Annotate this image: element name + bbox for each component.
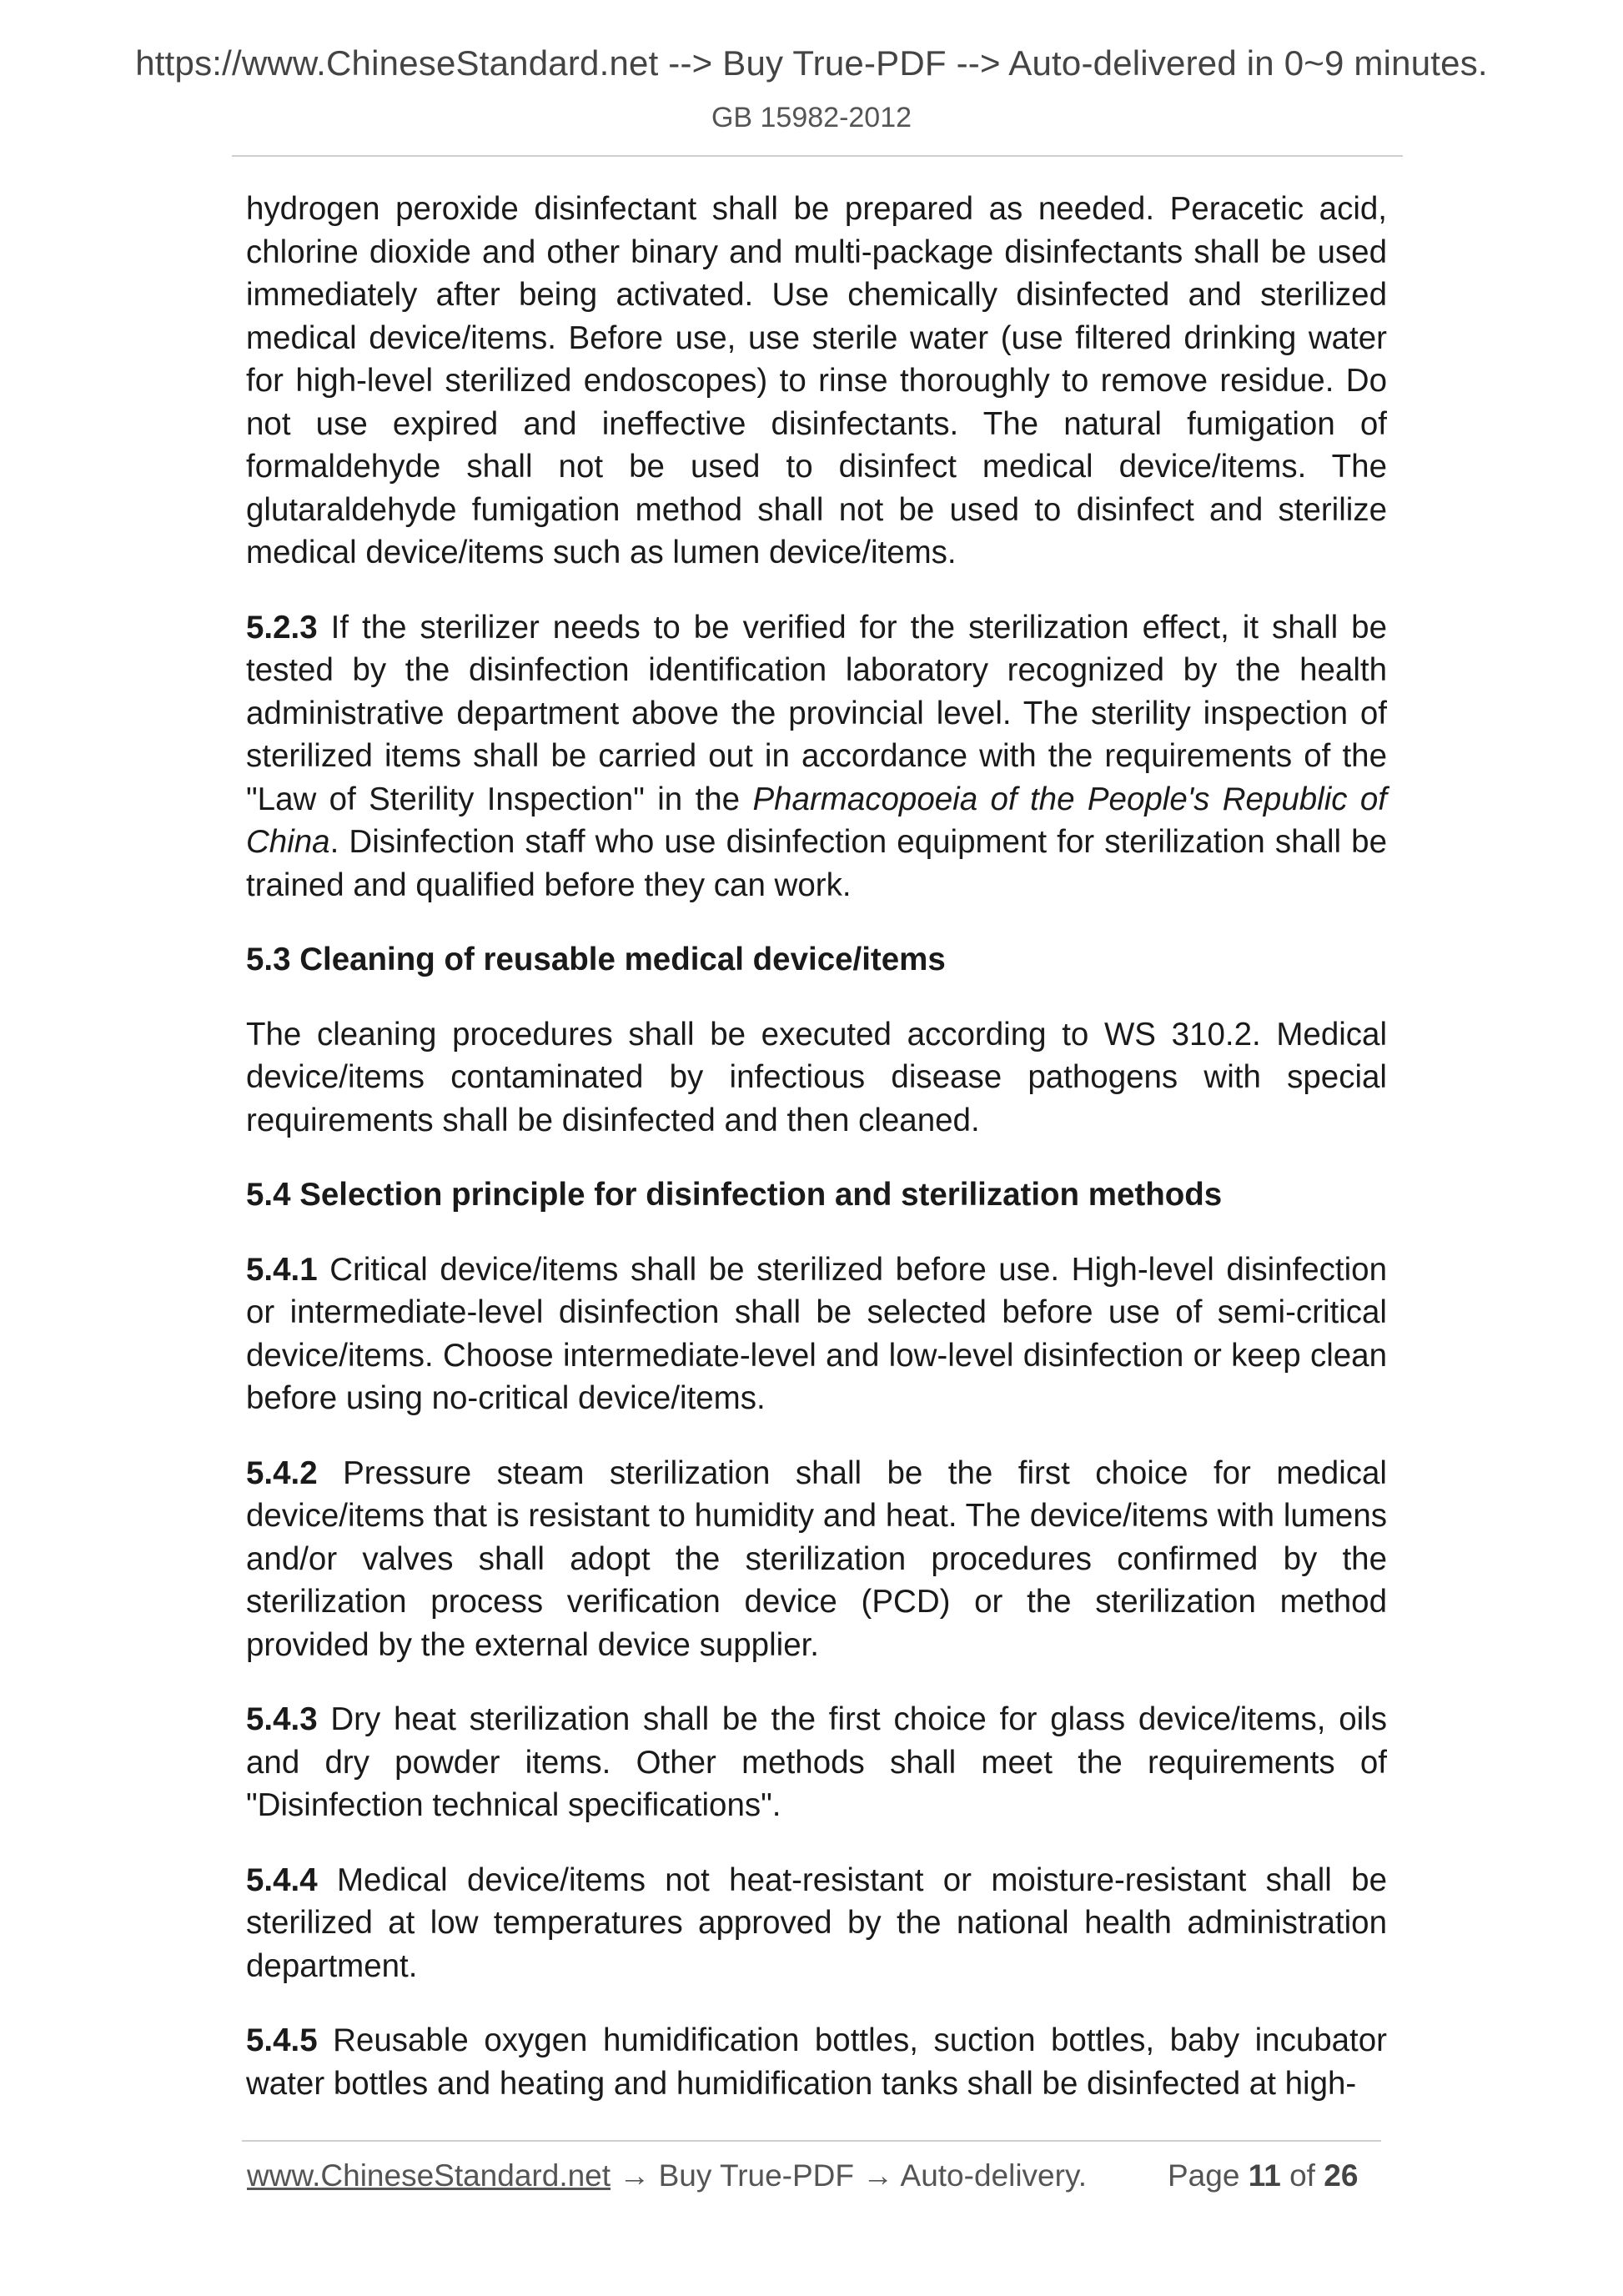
clause-text: . Disinfection staff who use disinfection equipment for sterilization shall be trained and qualified before they can work.	[246, 824, 1387, 903]
clause-number: 5.4.3	[246, 1701, 318, 1737]
clause-text: Dry heat sterilization shall be the first choice for glass device/items, oils and dry powder items. Other methods shall meet the requirements of "Disinfection technical specifications".	[246, 1701, 1387, 1823]
clause-5-4-3	[246, 1698, 1387, 1827]
clause-number: 5.4.1	[246, 1251, 318, 1288]
page-indicator	[1168, 2158, 1358, 2193]
page-number: 11	[1248, 2158, 1281, 2193]
section-heading-5-3: 5.3 Cleaning of reusable medical device/items	[246, 942, 946, 977]
footer-divider	[242, 2140, 1381, 2142]
clause-5-4-1	[246, 1248, 1387, 1420]
total-pages: 26	[1324, 2158, 1359, 2193]
clause-number: 5.4.4	[246, 1861, 318, 1898]
header-standard-code: GB 15982-2012	[711, 102, 912, 133]
section-heading-5-4: 5.4 Selection principle for disinfection and sterilization methods	[246, 1177, 1223, 1213]
clause-text: Pressure steam sterilization shall be the first choice for medical device/items that is resistant to humidity and heat. The device/items with lumens and/or valves shall adopt the sterilization procedures confirmed by the sterilization process verification device (PCD) or the sterilization method provided by the external device supplier.	[246, 1454, 1387, 1663]
clause-number: 5.4.5	[246, 2022, 318, 2058]
clause-text: Reusable oxygen humidification bottles, suction bottles, baby incubator water bottles and heating and humidification tanks shall be disinfected at high-	[246, 2022, 1387, 2102]
clause-5-2-3	[246, 606, 1387, 907]
clause-5-4-4	[246, 1859, 1387, 1988]
of-label: of	[1289, 2158, 1315, 2193]
footer-left	[247, 2158, 1087, 2193]
header-url-line: https://www.ChineseStandard.net --> Buy True-PDF --> Auto-delivered in 0~9 minutes.	[135, 43, 1488, 83]
document-body	[246, 188, 1387, 2137]
footer-site-link[interactable]: www.ChineseStandard.net	[247, 2158, 611, 2193]
clause-5-4-5	[246, 2019, 1387, 2105]
page-label: Page	[1168, 2158, 1240, 2193]
clause-text: Critical device/items shall be sterilized before use. High-level disinfection or intermediate-level disinfection shall be selected before use of semi-critical device/items. Choose intermediate-level and low-level disinfection or keep clean before using no-critical device/items.	[246, 1251, 1387, 1416]
clause-number: 5.4.2	[246, 1454, 318, 1491]
clause-number: 5.2.3	[246, 609, 318, 646]
pharmacopoeia-title: Pharmacopoeia of the People's Republic of China	[246, 781, 1387, 860]
clause-5-4-2	[246, 1452, 1387, 1667]
footer-tagline: → Buy True-PDF → Auto-delivery.	[611, 2158, 1087, 2193]
header-divider	[232, 155, 1403, 157]
paragraph-continuation: hydrogen peroxide disinfectant shall be prepared as needed. Peracetic acid, chlorine dioxide and other binary and multi-package disinfectants shall be used immediately after being activated. Use chemically disinfected and sterilized medical device/items. Before use, use sterile water (use filtered drinking water for high-level sterilized endoscopes) to rinse thoroughly to remove residue. Do not use expired and ineffective disinfectants. The natural fumigation of formaldehyde shall not be used to disinfect medical device/items. The glutaraldehyde fumigation method shall not be used to disinfect and sterilize medical device/items such as lumen device/items.	[246, 191, 1387, 570]
clause-text: Medical device/items not heat-resistant or moisture-resistant shall be sterilized at low temperatures approved by the national health administration department.	[246, 1861, 1387, 1984]
clause-text: If the sterilizer needs to be verified for the sterilization effect, it shall be tested by the disinfection identification laboratory recognized by the health administrative department above the provincial level. The sterility inspection of sterilized items shall be carried out in accordance with the requirements of the "Law of Sterility Inspection" in the	[246, 609, 1387, 817]
paragraph-5-3: The cleaning procedures shall be executed according to WS 310.2. Medical device/items contaminated by infectious disease pathogens with special requirements shall be disinfected and then cleaned.	[246, 1016, 1387, 1138]
page-footer	[247, 2158, 1383, 2200]
